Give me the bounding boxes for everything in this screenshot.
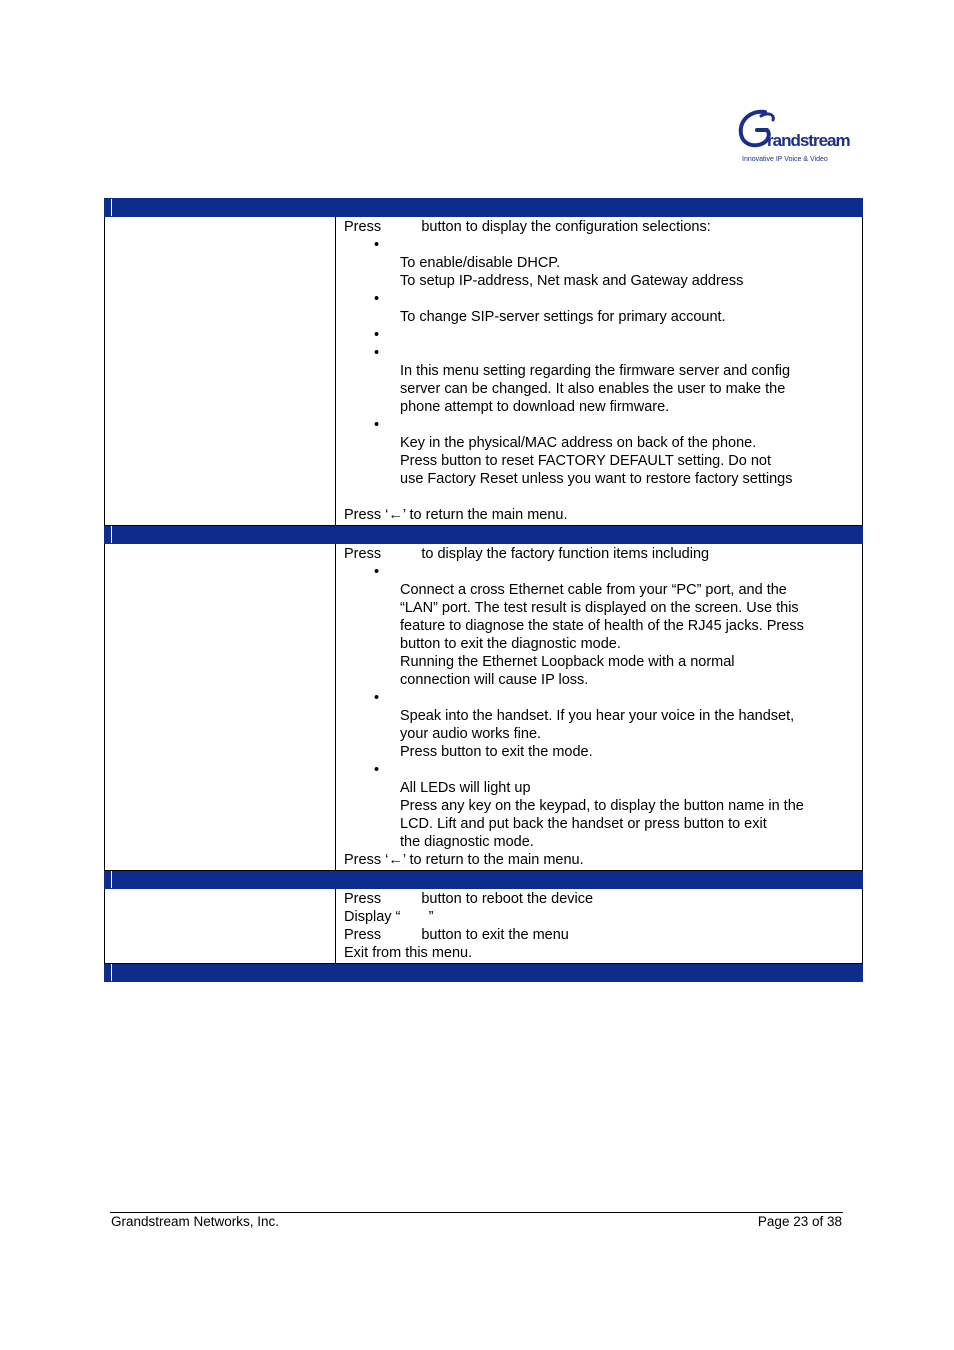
reboot-description-cell: [336, 889, 863, 964]
description-line: button to exit the diagnostic mode.: [400, 636, 621, 652]
svg-text:randstream: randstream: [767, 131, 850, 150]
description-line: Press ‘←’ to return the main menu.: [344, 507, 568, 523]
section-header-row: [105, 199, 863, 217]
description-line: Press any key on the keypad, to display the button name in the: [400, 798, 804, 814]
description-line: Press button to exit the menu: [344, 927, 569, 943]
description-line: Exit from this menu.: [344, 945, 473, 961]
footer-rule: [110, 1212, 843, 1213]
factory-functions-description: [336, 544, 862, 870]
bullet-marker: •: [374, 327, 380, 343]
description-line: To enable/disable DHCP.: [400, 255, 561, 271]
description-line: Running the Ethernet Loopback mode with a normal: [400, 654, 735, 670]
bullet-marker: •: [374, 762, 380, 778]
bullet-marker: •: [374, 417, 380, 433]
description-line: use Factory Reset unless you want to restore factory settings: [400, 471, 793, 487]
description-line: Press button to reboot the device: [344, 891, 594, 907]
footer-page-number: Page 23 of 38: [757, 1214, 842, 1229]
bullet-marker: •: [374, 237, 380, 253]
menu-name-cell: [105, 217, 336, 526]
section-header-row: [105, 871, 863, 889]
description-line: your audio works fine.: [400, 726, 542, 742]
description-line: LCD. Lift and put back the handset or press button to exit: [400, 816, 767, 832]
description-line: Speak into the handset. If you hear your voice in the handset,: [400, 708, 795, 724]
grandstream-logo-mark: [737, 106, 850, 158]
description-line: To change SIP-server settings for primary account.: [400, 309, 726, 325]
bullet-marker: •: [374, 345, 380, 361]
description-line: Press button to display the configuration selections:: [344, 219, 711, 235]
section-header-row: [105, 526, 863, 544]
config-description-cell: [336, 217, 863, 526]
description-line: server can be changed. It also enables the user to make the: [400, 381, 786, 397]
description-line: Display “ ”: [344, 909, 434, 925]
config-description: [336, 217, 862, 525]
description-line: In this menu setting regarding the firmware server and config: [400, 363, 791, 379]
description-line: To setup IP-address, Net mask and Gateway address: [400, 273, 744, 289]
spacer: [344, 488, 854, 506]
menu-name-cell: [105, 544, 336, 871]
description-line: Press to display the factory function items including: [344, 546, 710, 562]
description-line: Press ‘←’ to return to the main menu.: [344, 852, 584, 868]
reboot-section-row: [105, 889, 863, 964]
description-line: All LEDs will light up: [400, 780, 531, 796]
description-line: Key in the physical/MAC address on back of the phone.: [400, 435, 757, 451]
bullet-marker: •: [374, 564, 380, 580]
description-line: feature to diagnose the state of health of the RJ45 jacks. Press: [400, 618, 804, 634]
description-line: Press button to exit the mode.: [400, 744, 593, 760]
description-line: the diagnostic mode.: [400, 834, 534, 850]
footer-company: Grandstream Networks, Inc.: [111, 1214, 280, 1229]
logo-tagline: Innovative IP Voice & Video: [742, 156, 828, 163]
config-section-row: [105, 217, 863, 526]
grandstream-logo: [737, 106, 850, 166]
factory-functions-section-row: [105, 544, 863, 871]
description-line: Connect a cross Ethernet cable from your “PC” port, and the: [400, 582, 787, 598]
description-line: Press button to reset FACTORY DEFAULT setting. Do not: [400, 453, 771, 469]
lcd-menu-table: [104, 198, 863, 982]
menu-name-cell: [105, 889, 336, 964]
description-line: “LAN” port. The test result is displayed on the screen. Use this: [400, 600, 799, 616]
bullet-marker: •: [374, 291, 380, 307]
bullet-marker: •: [374, 690, 380, 706]
description-line: phone attempt to download new firmware.: [400, 399, 670, 415]
factory-functions-description-cell: [336, 544, 863, 871]
description-line: connection will cause IP loss.: [400, 672, 589, 688]
section-header-row: [105, 964, 863, 982]
reboot-description: [336, 889, 862, 963]
